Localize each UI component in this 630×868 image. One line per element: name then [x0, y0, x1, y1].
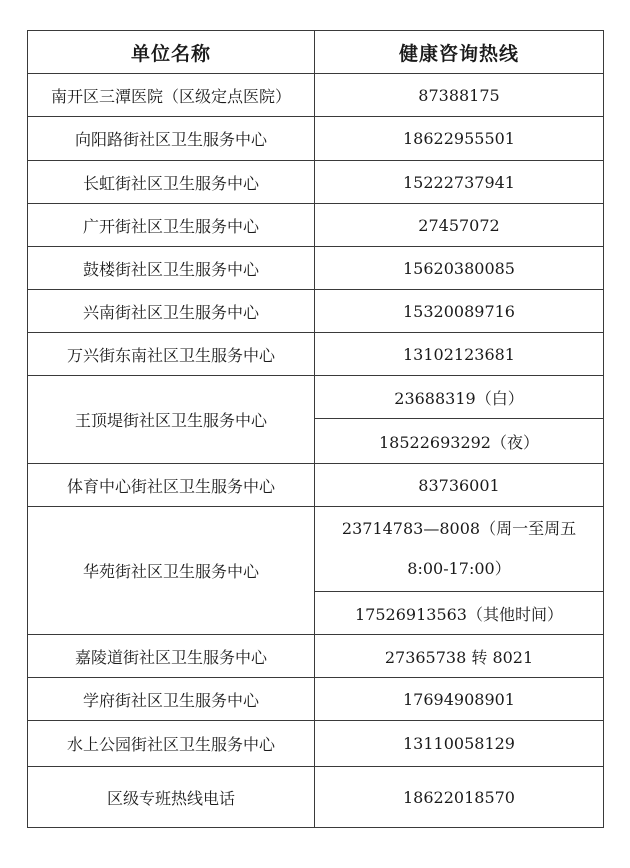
- hotline-cell: 18622018570: [315, 767, 604, 828]
- hotline-table: [27, 30, 604, 828]
- hotline-cell: 15620380085: [315, 247, 604, 290]
- hotline-cell: 17694908901: [315, 678, 604, 721]
- table-row: [28, 721, 604, 767]
- unit-name-cell: 华苑街社区卫生服务中心: [28, 507, 315, 635]
- unit-name-cell: 广开街社区卫生服务中心: [28, 204, 315, 247]
- unit-name-cell: 南开区三潭医院（区级定点医院）: [28, 74, 315, 117]
- header-unit-name: 单位名称: [28, 31, 315, 74]
- table-header-row: [28, 31, 604, 74]
- hotline-cell: 27457072: [315, 204, 604, 247]
- unit-name-cell: 学府街社区卫生服务中心: [28, 678, 315, 721]
- table-row: [28, 290, 604, 333]
- table-row: [28, 678, 604, 721]
- hotline-cell: 83736001: [315, 464, 604, 507]
- unit-name-cell: 长虹街社区卫生服务中心: [28, 161, 315, 204]
- hotline-weekday-line-1: 23714783—8008（周一至周五: [341, 519, 577, 538]
- hotline-cell: 27365738 转 8021: [315, 635, 604, 678]
- hotline-cell-other: 17526913563（其他时间）: [315, 592, 604, 635]
- unit-name-cell: 嘉陵道街社区卫生服务中心: [28, 635, 315, 678]
- table-row: [28, 204, 604, 247]
- table-row: [28, 117, 604, 161]
- unit-name-cell: 兴南街社区卫生服务中心: [28, 290, 315, 333]
- hotline-cell: 13110058129: [315, 721, 604, 767]
- unit-name-cell: 鼓楼街社区卫生服务中心: [28, 247, 315, 290]
- table-row: [28, 635, 604, 678]
- table-row: [28, 74, 604, 117]
- hotline-cell-night: 18522693292（夜）: [315, 419, 604, 464]
- hotline-cell: 87388175: [315, 74, 604, 117]
- hotline-cell-weekday: [315, 507, 604, 592]
- unit-name-cell: 向阳路街社区卫生服务中心: [28, 117, 315, 161]
- unit-name-cell: 万兴街东南社区卫生服务中心: [28, 333, 315, 376]
- hotline-cell: 15320089716: [315, 290, 604, 333]
- unit-name-cell: 体育中心街社区卫生服务中心: [28, 464, 315, 507]
- hotline-cell: 18622955501: [315, 117, 604, 161]
- table-row: [28, 767, 604, 828]
- table-row: [28, 464, 604, 507]
- unit-name-cell: 区级专班热线电话: [28, 767, 315, 828]
- header-health-hotline: 健康咨询热线: [315, 31, 604, 74]
- table-row: [28, 507, 604, 592]
- hotline-weekday-line-2: 8:00-17:00）: [407, 559, 511, 578]
- table-row: [28, 376, 604, 419]
- table-row: [28, 333, 604, 376]
- table-row: [28, 247, 604, 290]
- hotline-cell: 15222737941: [315, 161, 604, 204]
- unit-name-cell: 水上公园街社区卫生服务中心: [28, 721, 315, 767]
- hotline-cell: 13102123681: [315, 333, 604, 376]
- table-row: [28, 161, 604, 204]
- hotline-cell-day: 23688319（白）: [315, 376, 604, 419]
- unit-name-cell: 王顶堤街社区卫生服务中心: [28, 376, 315, 464]
